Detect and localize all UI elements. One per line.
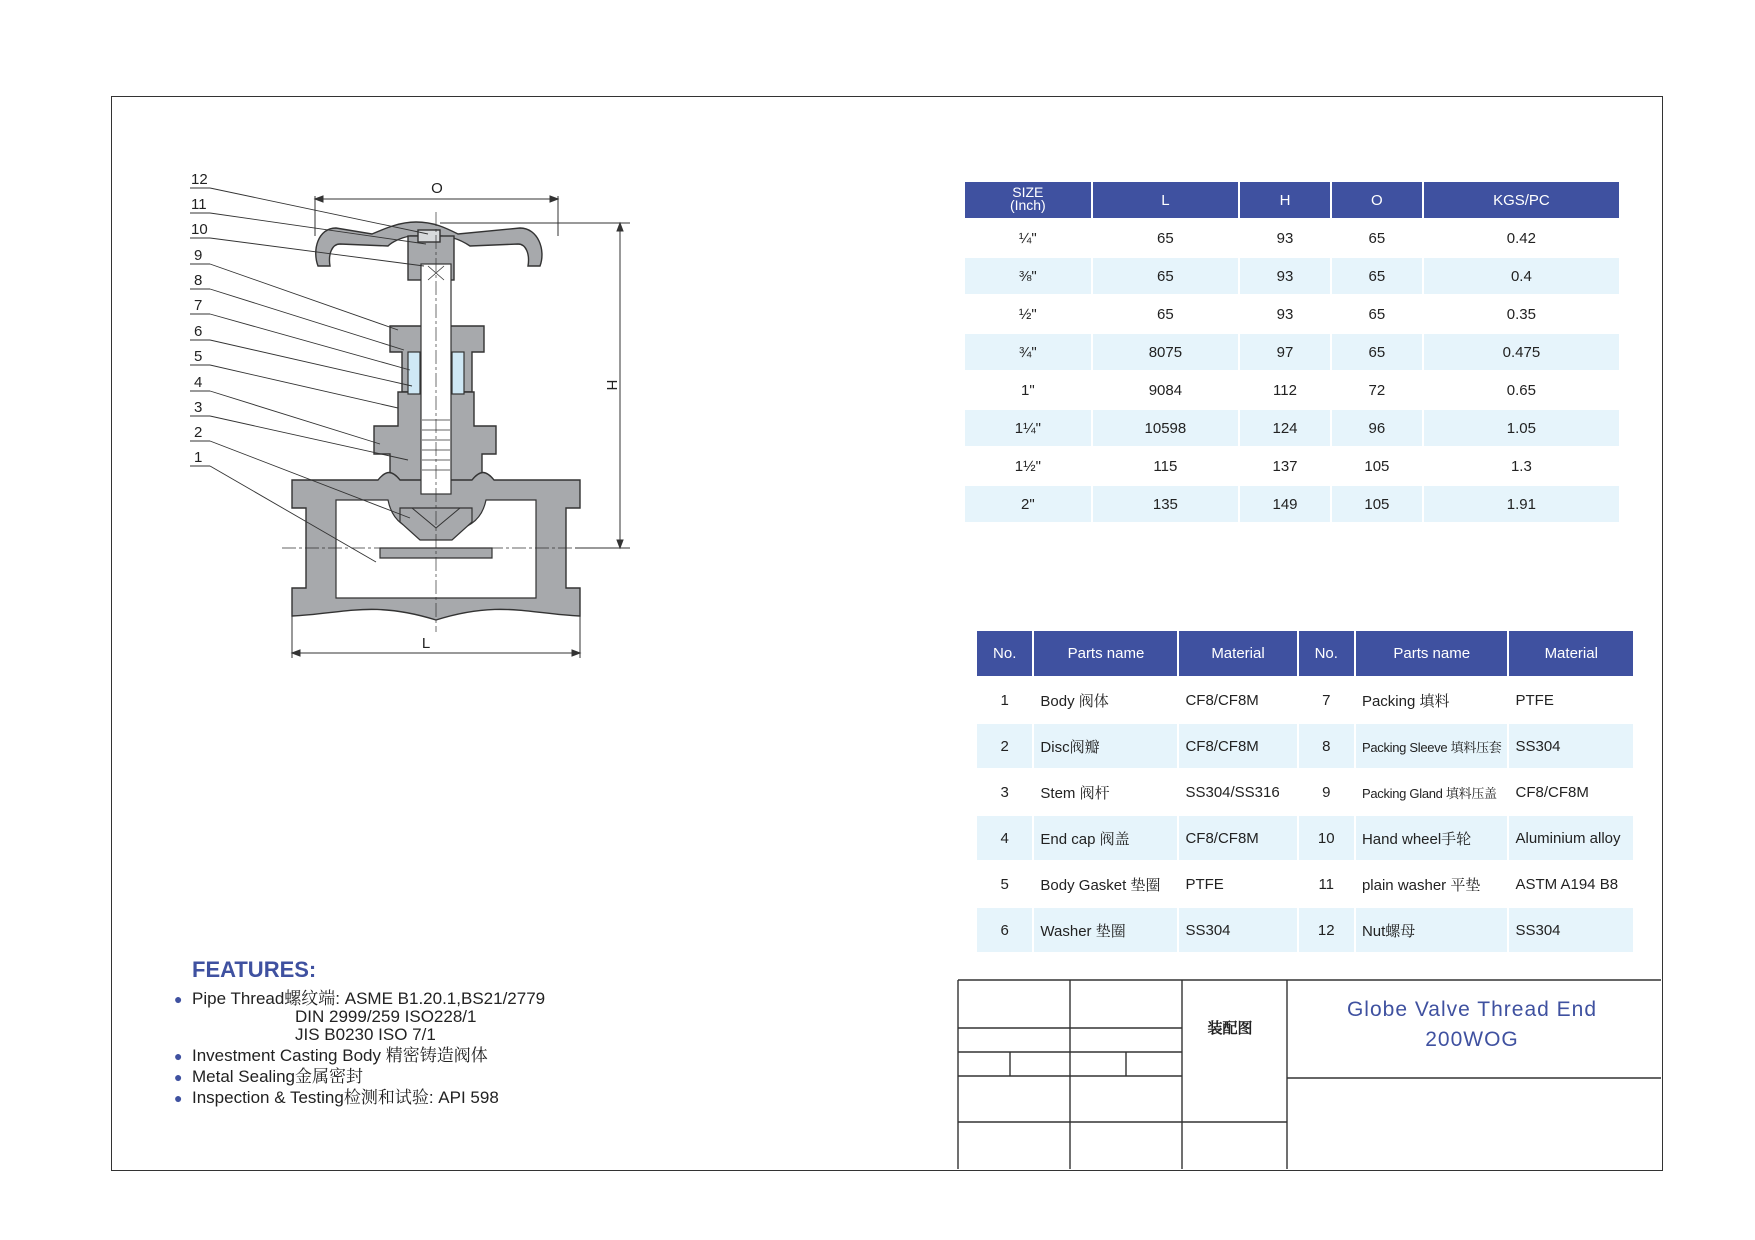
callout-label: 4: [194, 374, 203, 391]
kgs-cell: 1.91: [1424, 486, 1619, 524]
h-cell: 112: [1240, 372, 1330, 410]
o-cell: 65: [1332, 334, 1422, 372]
part-material: SS304: [1179, 908, 1296, 954]
part-name: Packing 填料: [1356, 678, 1508, 724]
table-row: [965, 486, 1619, 524]
o-cell: 65: [1332, 296, 1422, 334]
size-cell: ⅜": [965, 258, 1091, 296]
l-cell: 10598: [1093, 410, 1238, 448]
table-row: [965, 410, 1619, 448]
l-cell: 65: [1093, 296, 1238, 334]
callout-label: 1: [194, 449, 203, 466]
part-material: SS304: [1509, 724, 1633, 770]
feature-item: [172, 1088, 652, 1107]
l-header: L: [1093, 182, 1238, 220]
bullet-icon: ●: [174, 1090, 183, 1106]
callout-label: 2: [194, 424, 203, 441]
feature-text: Metal Sealing金属密封: [192, 1067, 364, 1086]
callout-label: 6: [194, 323, 203, 340]
table-row: [977, 770, 1633, 816]
l-cell: 65: [1093, 220, 1238, 258]
size-cell: ½": [965, 296, 1091, 334]
part-number: 5: [977, 862, 1032, 908]
table-row: [965, 448, 1619, 486]
material-header: Material: [1179, 631, 1296, 678]
o-header: O: [1332, 182, 1422, 220]
l-cell: 8075: [1093, 334, 1238, 372]
parts-name-header: Parts name: [1356, 631, 1508, 678]
part-name: Body Gasket 垫圈: [1034, 862, 1177, 908]
features-list: [172, 989, 652, 1107]
callout-label: 5: [194, 348, 203, 365]
h-cell: 149: [1240, 486, 1330, 524]
part-name: Washer 垫圈: [1034, 908, 1177, 954]
part-number: 10: [1299, 816, 1354, 862]
kgs-cell: 0.65: [1424, 372, 1619, 410]
part-name: plain washer 平垫: [1356, 862, 1508, 908]
parts-table: [975, 631, 1635, 954]
part-number: 4: [977, 816, 1032, 862]
drawing-title-line1: Globe Valve Thread End: [1346, 998, 1598, 1021]
callout-label: 8: [194, 272, 203, 289]
size-cell: 1¼": [965, 410, 1091, 448]
dimension-table: [963, 182, 1621, 524]
part-name: Body 阀体: [1034, 678, 1177, 724]
part-name: Nut螺母: [1356, 908, 1508, 954]
part-material: ASTM A194 B8: [1509, 862, 1633, 908]
part-name: End cap 阀盖: [1034, 816, 1177, 862]
feature-item: [172, 989, 652, 1044]
size-cell: ¾": [965, 334, 1091, 372]
title-block-label: 装配图: [1207, 1020, 1253, 1037]
parts-table-header: [977, 631, 1633, 678]
part-number: 8: [1299, 724, 1354, 770]
table-row: [977, 678, 1633, 724]
o-cell: 65: [1332, 258, 1422, 296]
kgs-cell: 0.42: [1424, 220, 1619, 258]
feature-text: Investment Casting Body 精密铸造阀体: [192, 1046, 488, 1065]
table-row: [977, 816, 1633, 862]
part-number: 12: [1299, 908, 1354, 954]
o-cell: 96: [1332, 410, 1422, 448]
size-cell: 1": [965, 372, 1091, 410]
part-number: 3: [977, 770, 1032, 816]
part-name: Disc阀瓣: [1034, 724, 1177, 770]
bullet-icon: ●: [174, 991, 183, 1007]
callout-label: 10: [191, 221, 208, 238]
h-header: H: [1240, 182, 1330, 220]
table-row: [965, 334, 1619, 372]
bullet-icon: ●: [174, 1069, 183, 1085]
table-row: [977, 862, 1633, 908]
callout-label: 7: [194, 297, 203, 314]
l-cell: 135: [1093, 486, 1238, 524]
dimension-o-label: O: [431, 180, 443, 197]
dimension-l-label: L: [421, 635, 431, 652]
part-material: CF8/CF8M: [1179, 678, 1296, 724]
part-name: Packing Sleeve 填料压套: [1356, 724, 1508, 770]
drawing-title: [1287, 995, 1657, 1055]
feature-text: Pipe Thread螺纹端: ASME B1.20.1,BS21/2779: [192, 989, 546, 1008]
size-cell: 1½": [965, 448, 1091, 486]
h-cell: 137: [1240, 448, 1330, 486]
part-material: PTFE: [1179, 862, 1296, 908]
feature-item: [172, 1046, 652, 1065]
l-cell: 9084: [1093, 372, 1238, 410]
h-cell: 93: [1240, 296, 1330, 334]
kgs-cell: 0.4: [1424, 258, 1619, 296]
part-material: CF8/CF8M: [1509, 770, 1633, 816]
h-cell: 124: [1240, 410, 1330, 448]
o-cell: 72: [1332, 372, 1422, 410]
part-number: 6: [977, 908, 1032, 954]
feature-item: [172, 1067, 652, 1086]
kgs-cell: 0.35: [1424, 296, 1619, 334]
dimension-table-header: [965, 182, 1619, 220]
feature-text: JIS B0230 ISO 7/1: [295, 1025, 436, 1044]
bullet-icon: ●: [174, 1048, 183, 1064]
part-material: CF8/CF8M: [1179, 816, 1296, 862]
part-material: Aluminium alloy: [1509, 816, 1633, 862]
part-name: Stem 阀杆: [1034, 770, 1177, 816]
kgs-cell: 1.3: [1424, 448, 1619, 486]
table-row: [965, 258, 1619, 296]
callout-label: 11: [191, 196, 207, 213]
table-row: [965, 372, 1619, 410]
drawing-title-line2: 200WOG: [1425, 1028, 1519, 1051]
part-number: 9: [1299, 770, 1354, 816]
table-row: [977, 908, 1633, 954]
kgs-header: KGS/PC: [1424, 182, 1619, 220]
no-header: No.: [1299, 631, 1354, 678]
callout-label: 12: [191, 171, 208, 188]
size-header: SIZE (Inch): [965, 182, 1091, 220]
part-number: 2: [977, 724, 1032, 770]
part-name: Hand wheel手轮: [1356, 816, 1508, 862]
table-row: [965, 296, 1619, 334]
kgs-cell: 0.475: [1424, 334, 1619, 372]
part-number: 1: [977, 678, 1032, 724]
callout-label: 9: [194, 247, 203, 264]
o-cell: 65: [1332, 220, 1422, 258]
callout-labels: [191, 171, 208, 466]
kgs-cell: 1.05: [1424, 410, 1619, 448]
h-cell: 93: [1240, 220, 1330, 258]
features-heading: FEATURES:: [192, 957, 317, 982]
feature-text: Inspection & Testing检测和试验: API 598: [192, 1088, 499, 1107]
dimension-h-label: H: [603, 379, 620, 391]
features-section: [172, 957, 652, 1109]
part-material: CF8/CF8M: [1179, 724, 1296, 770]
l-cell: 115: [1093, 448, 1238, 486]
callout-label: 3: [194, 399, 203, 416]
table-row: [977, 724, 1633, 770]
parts-name-header: Parts name: [1034, 631, 1177, 678]
part-number: 7: [1299, 678, 1354, 724]
part-material: PTFE: [1509, 678, 1633, 724]
part-material: SS304/SS316: [1179, 770, 1296, 816]
size-cell: 2": [965, 486, 1091, 524]
o-cell: 105: [1332, 486, 1422, 524]
part-material: SS304: [1509, 908, 1633, 954]
o-cell: 105: [1332, 448, 1422, 486]
table-row: [965, 220, 1619, 258]
l-cell: 65: [1093, 258, 1238, 296]
h-cell: 97: [1240, 334, 1330, 372]
size-cell: ¼": [965, 220, 1091, 258]
part-name: Packing Gland 填料压盖: [1356, 770, 1508, 816]
feature-text: DIN 2999/259 ISO228/1: [295, 1007, 477, 1026]
material-header: Material: [1509, 631, 1633, 678]
part-number: 11: [1299, 862, 1354, 908]
h-cell: 93: [1240, 258, 1330, 296]
no-header: No.: [977, 631, 1032, 678]
